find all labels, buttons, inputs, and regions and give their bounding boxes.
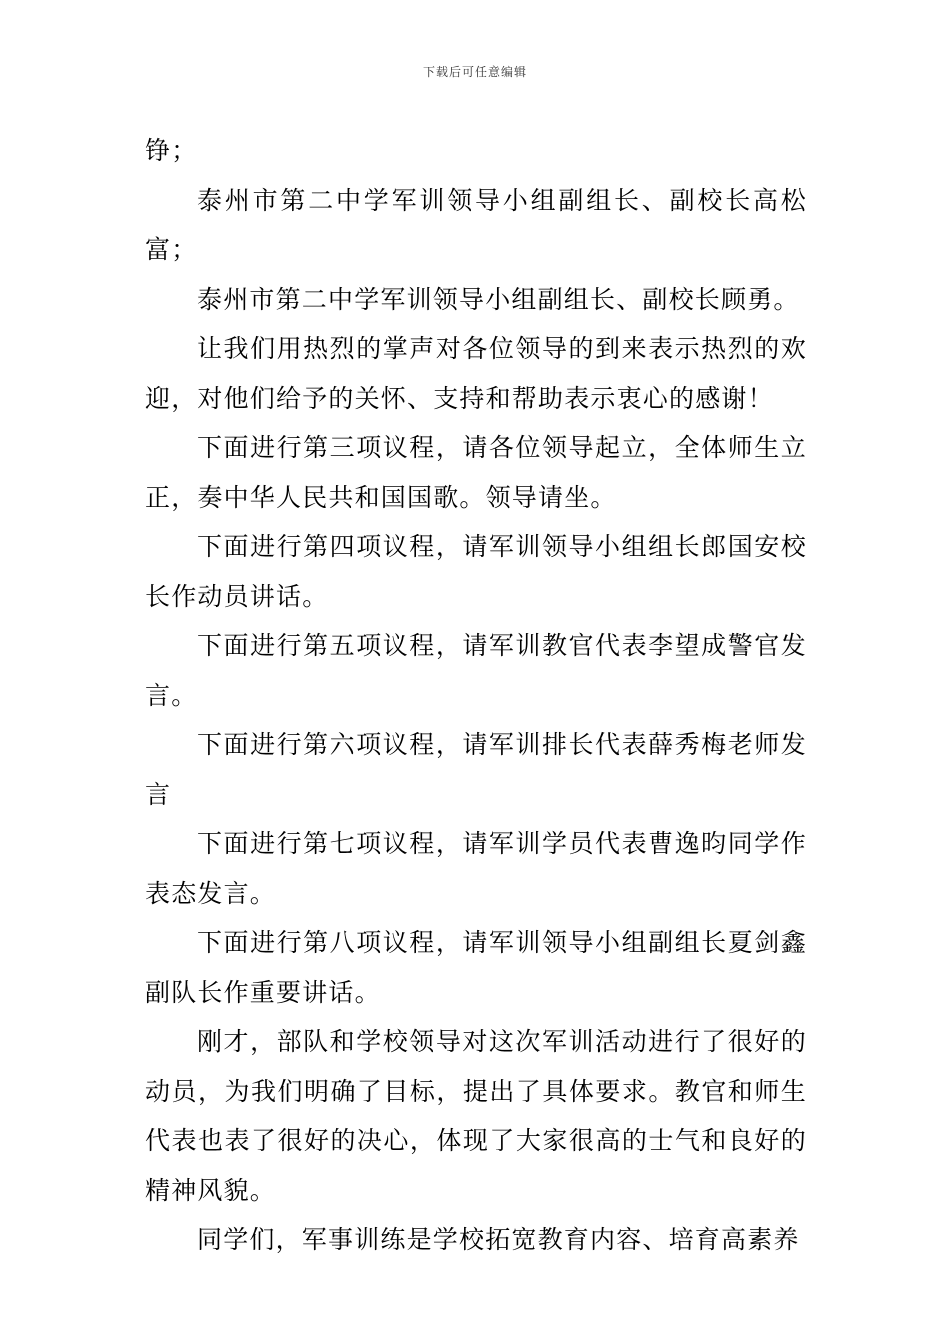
paragraph-9: 下面进行第七项议程，请军训学员代表曹逸昀同学作表态发言。 xyxy=(145,829,807,908)
paragraph-7: 下面进行第五项议程，请军训教官代表李望成警官发言。 xyxy=(145,631,807,710)
paragraph-11: 刚才，部队和学校领导对这次军训活动进行了很好的动员，为我们明确了目标，提出了具体要求。教官和师生代表也表了很好的决心，体现了大家很高的士气和良好的精神风貌。 xyxy=(145,1027,807,1205)
paragraph-10: 下面进行第八项议程，请军训领导小组副组长夏剑鑫副队长作重要讲话。 xyxy=(145,928,807,1007)
paragraph-3: 泰州市第二中学军训领导小组副组长、副校长顾勇。 xyxy=(197,284,800,314)
page-header: 下载后可任意编辑 xyxy=(422,65,527,79)
paragraph-5: 下面进行第三项议程，请各位领导起立，全体师生立正，奏中华人民共和国国歌。领导请坐。 xyxy=(145,433,807,512)
paragraph-8: 下面进行第六项议程，请军训排长代表薛秀梅老师发言 xyxy=(145,730,807,809)
paragraph-2: 泰州市第二中学军训领导小组副组长、副校长高松富； xyxy=(145,185,807,264)
document-body xyxy=(145,126,807,1265)
paragraph-6: 下面进行第四项议程，请军训领导小组组长郎国安校长作动员讲话。 xyxy=(145,532,807,611)
paragraph-1: 铮； xyxy=(145,136,198,165)
paragraph-4: 让我们用热烈的掌声对各位领导的到来表示热烈的欢迎，对他们给予的关怀、支持和帮助表示衷心的感谢！ xyxy=(145,334,807,413)
paragraph-12: 同学们，军事训练是学校拓宽教育内容、培育高素养 xyxy=(197,1225,800,1254)
